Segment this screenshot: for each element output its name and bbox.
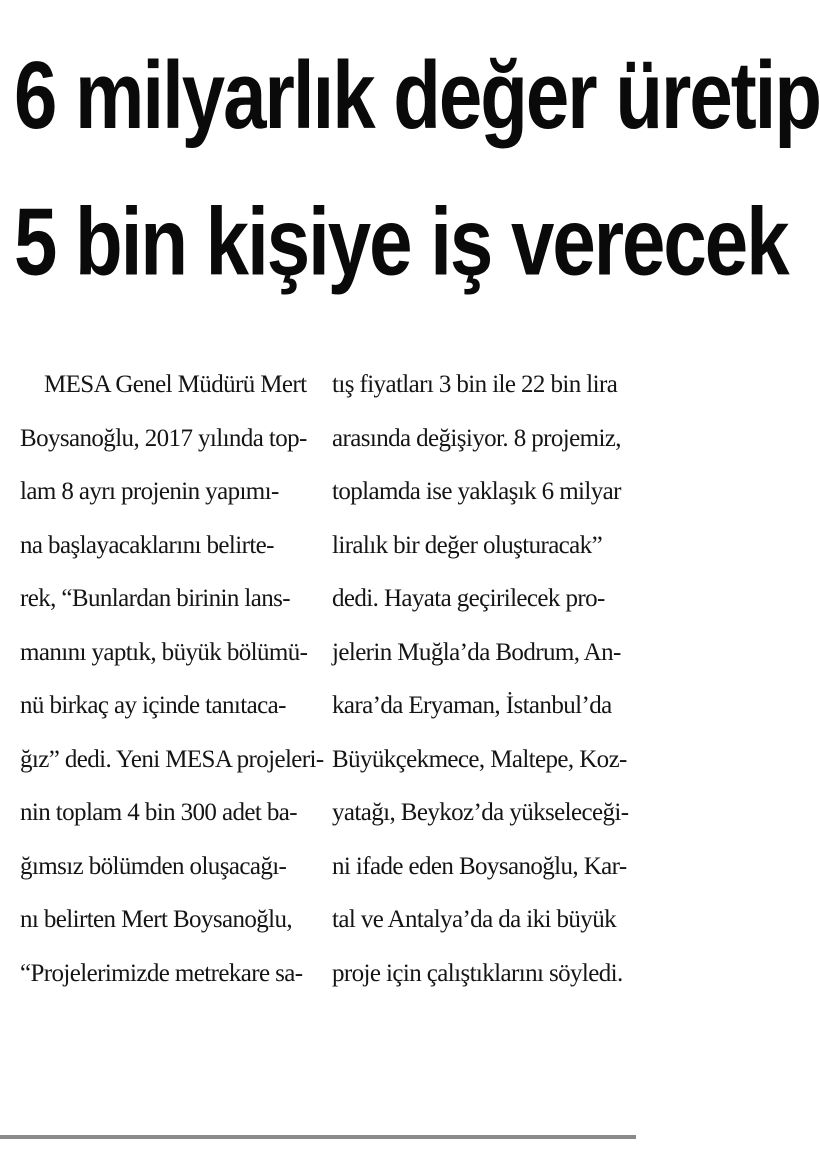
text-line: yatağı, Beykoz’da yükseleceği- (332, 799, 629, 826)
text-line: rek, “Bunlardan birinin lans- (20, 585, 291, 612)
text-line: na başlayacaklarını belirte- (20, 531, 274, 559)
text-line: ni ifade eden Boysanoğlu, Kar- (332, 852, 627, 880)
text-line: nin toplam 4 bin 300 adet ba- (20, 799, 297, 826)
headline (14, 22, 820, 315)
text-line: Büyükçekmece, Maltepe, Koz- (332, 745, 627, 773)
text-line: kara’da Eryaman, İstanbul’da (332, 692, 612, 719)
text-line: nü birkaç ay içinde tanıtaca- (20, 692, 286, 719)
text-line: nı belirten Mert Boysanoğlu, (20, 906, 293, 933)
text-line: jelerin Muğla’da Bodrum, An- (332, 638, 621, 666)
text-line: tış fiyatları 3 bin ile 22 bin lira (332, 371, 618, 398)
text-line: toplamda ise yaklaşık 6 milyar (332, 478, 621, 505)
text-line: tal ve Antalya’da da iki büyük (332, 906, 617, 933)
article-right-column (332, 358, 629, 1000)
text-line: lam 8 ayrı projenin yapımı- (20, 478, 279, 505)
text-line: MESA Genel Müdürü Mert (44, 371, 307, 398)
headline-line-1: 6 milyarlık değer üretip (14, 41, 820, 149)
text-line: manını yaptık, büyük bölümü- (20, 638, 308, 666)
text-line: “Projelerimizde metrekare sa- (20, 959, 303, 987)
text-line: ğımsız bölümden oluşacağı- (20, 852, 287, 880)
text-line: liralık bir değer oluşturacak” (332, 531, 603, 559)
article-body (20, 358, 629, 1000)
bottom-rule (0, 1135, 636, 1139)
text-line: dedi. Hayata geçirilecek pro- (332, 585, 605, 612)
text-line: proje için çalıştıklarını söyledi. (332, 959, 623, 987)
headline-line-2: 5 bin kişiye iş verecek (14, 187, 788, 296)
text-line: arasında değişiyor. 8 projemiz, (332, 424, 621, 452)
text-line: Boysanoğlu, 2017 yılında top- (20, 424, 307, 452)
text-line: ğız” dedi. Yeni MESA projeleri- (20, 745, 324, 773)
article-left-column (20, 358, 324, 1000)
